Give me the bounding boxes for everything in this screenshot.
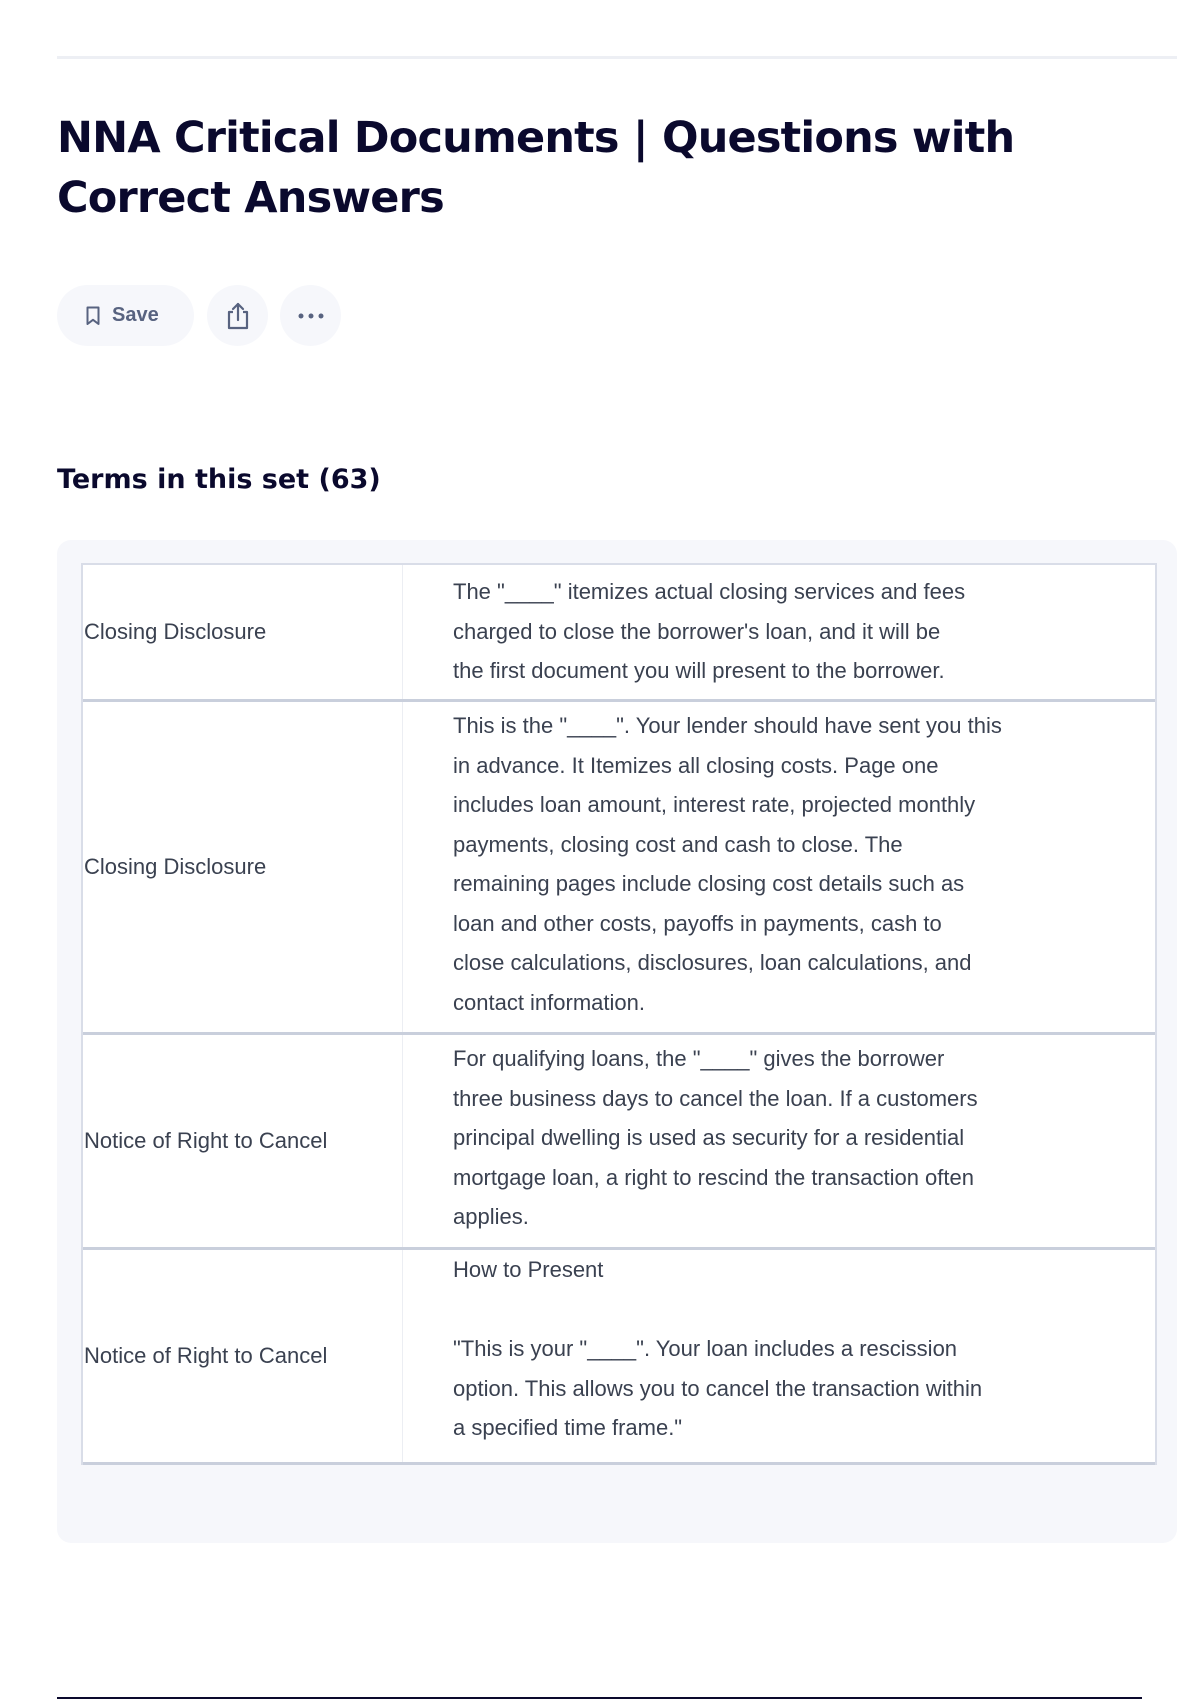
term-word: Closing Disclosure [83,702,403,1032]
terms-table [81,563,1157,1465]
term-definition: The "____" itemizes actual closing services and fees charged to close the borrower's loan, and it will be the first document you will present to the borrower. [453,579,966,683]
share-icon [225,301,251,331]
term-definition: This is the "____". Your lender should have sent you this in advance. It Itemizes all closing costs. Page one includes loan amount, interest rate, projected monthly payments, closing cost and cash to close. The remaining pages include closing cost details such as loan and other costs, payoffs in payments, cash to close calculations, disclosures, loan calculations, and contact information. [453,713,1002,1015]
term-definition: How to Present "This is your "____". Your loan includes a rescission option. This allows you to cancel the transaction within a specified time frame." [453,1257,983,1440]
bottom-divider [57,1697,1142,1699]
term-word: Notice of Right to Cancel [83,1250,403,1462]
share-button[interactable] [207,285,268,346]
action-bar [57,285,341,346]
top-divider [57,56,1177,59]
terms-heading: Terms in this set (63) [57,464,381,495]
save-button[interactable] [57,285,194,346]
bookmark-icon [85,306,101,326]
table-row [83,1250,1155,1465]
table-row [83,1035,1155,1250]
table-row [83,565,1155,702]
term-word: Notice of Right to Cancel [83,1035,403,1247]
table-row [83,702,1155,1035]
page-title: NNA Critical Documents | Questions with Correct Answers [57,113,1015,223]
save-button-label: Save [112,304,159,326]
term-definition: For qualifying loans, the "____" gives the borrower three business days to cancel the loan. If a customers principal dwelling is used as security for a residential mortgage loan, a right to rescind the transaction often applies. [453,1046,978,1229]
more-options-button[interactable] [280,285,341,346]
more-icon [297,312,325,320]
term-word: Closing Disclosure [83,565,403,699]
